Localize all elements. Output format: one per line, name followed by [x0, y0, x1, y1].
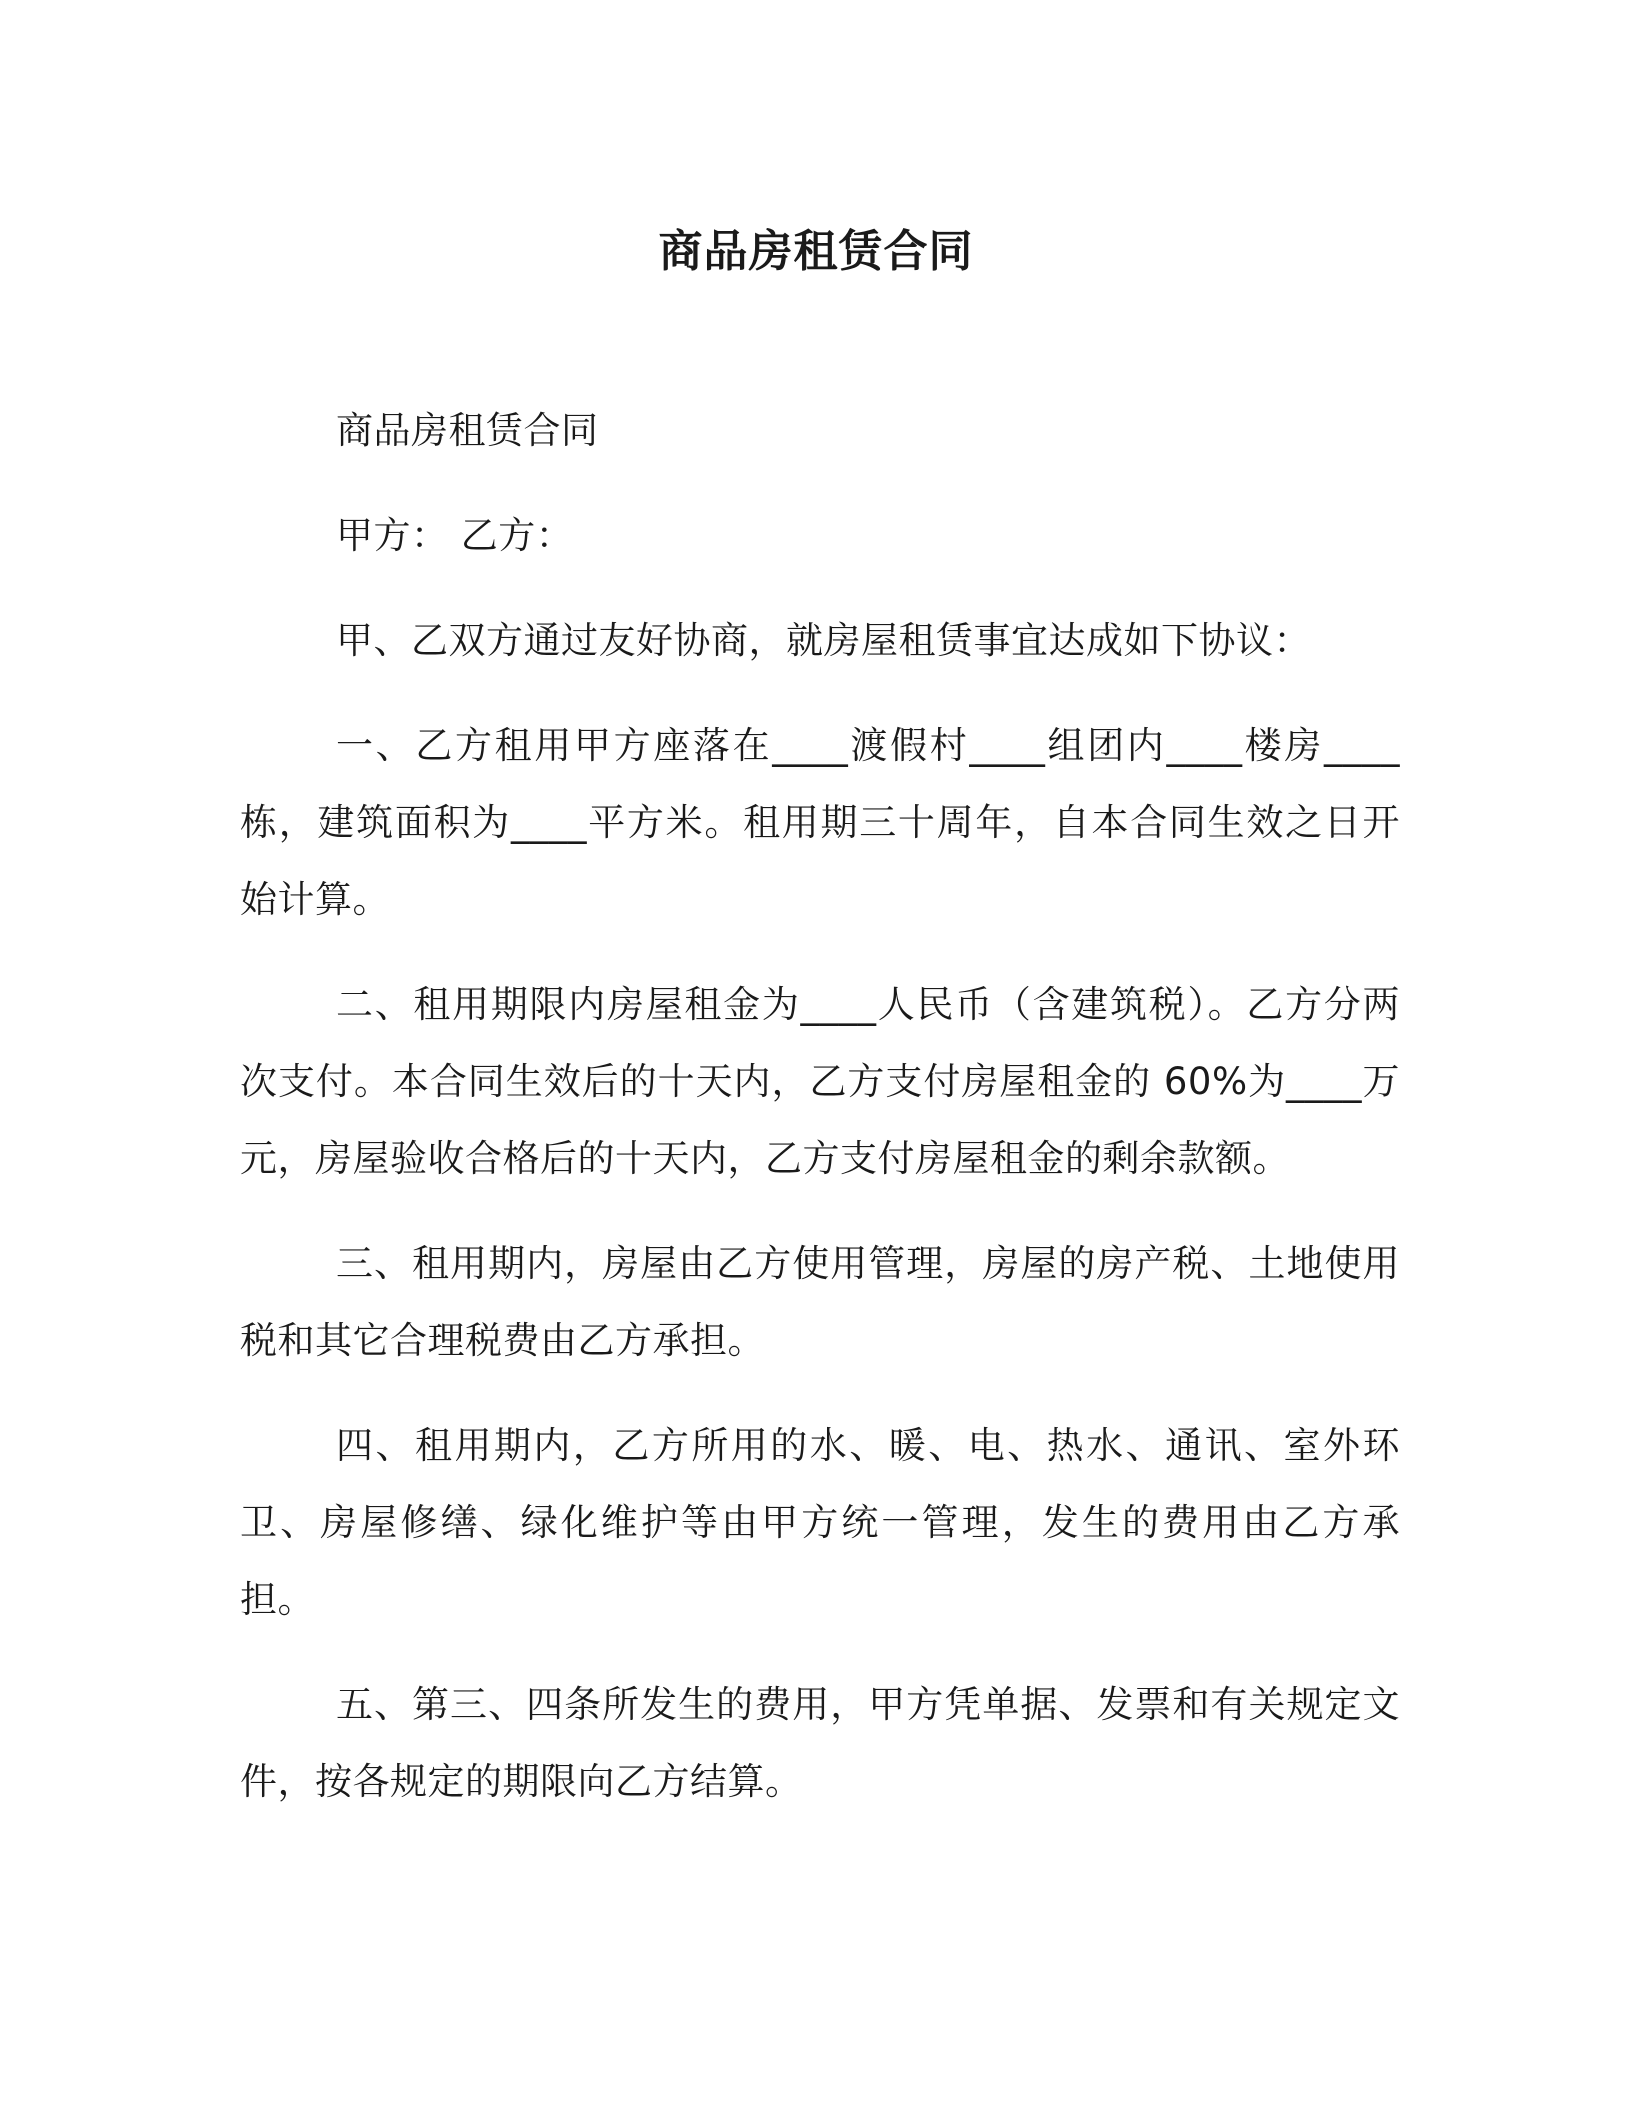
paragraph-clause-4: 四、租用期内，乙方所用的水、暖、电、热水、通讯、室外环卫、房屋修缮、绿化维护等由甲方统一管理，发生的费用由乙方承担。 — [240, 1424, 1400, 1621]
document-title: 商品房租赁合同 — [658, 226, 974, 277]
paragraph-preamble: 甲、乙双方通过友好协商，就房屋租赁事宜达成如下协议： — [336, 619, 1311, 662]
paragraph-clause-3: 三、租用期内，房屋由乙方使用管理，房屋的房产税、土地使用税和其它合理税费由乙方承担。 — [240, 1242, 1400, 1362]
paragraph-parties: 甲方： 乙方： — [336, 514, 574, 557]
paragraph-clause-1: 一、乙方租用甲方座落在____渡假村____组团内____楼房____栋，建筑面积为____平方米。租用期三十周年，自本合同生效之日开始计算。 — [240, 724, 1400, 921]
paragraph-clause-5: 五、第三、四条所发生的费用，甲方凭单据、发票和有关规定文件，按各规定的期限向乙方结算。 — [240, 1683, 1400, 1803]
document-body — [240, 392, 1400, 1820]
paragraph-subtitle: 商品房租赁合同 — [336, 409, 599, 452]
paragraph-clause-2: 二、租用期限内房屋租金为____人民币（含建筑税）。乙方分两次支付。本合同生效后的十天内，乙方支付房屋租金的 60%为____万元，房屋验收合格后的十天内，乙方支付房屋租金的剩余款额。 — [240, 983, 1400, 1180]
